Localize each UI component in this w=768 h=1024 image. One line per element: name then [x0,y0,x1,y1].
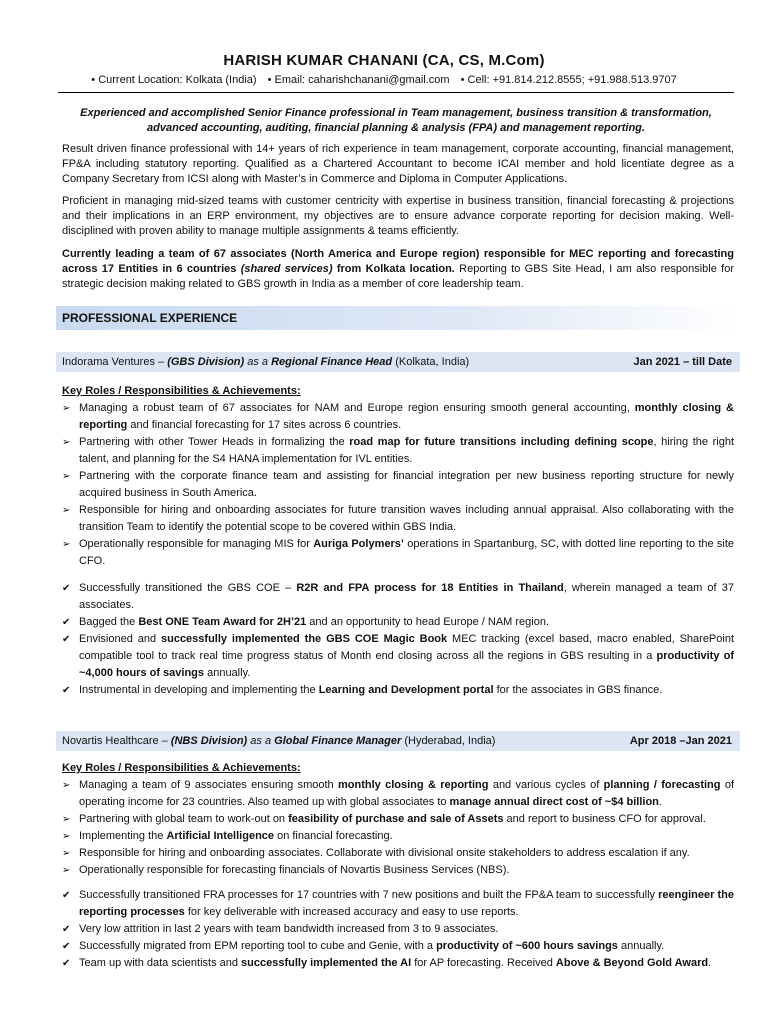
list-item: ➢ Operationally responsible for forecasting financials of Novartis Business Services (NBS). [62,862,734,879]
list-item: ✔ Envisioned and successfully implemented the GBS COE Magic Book MEC tracking (excel based, macro enabled, SharePoint compatible tool to track real time progress status of Month end closing across all the regions in GBS resulting in a productivity of ~4,000 hours of savings annually. [62,633,735,679]
check-bullet-icon: ✔ [62,941,71,952]
job2-achievements [62,887,734,972]
job1-achievements [62,580,734,699]
arrow-bullet-icon: ➢ [62,403,71,414]
summary-paragraph-3 [62,247,734,292]
arrow-bullet-icon: ➢ [62,865,71,876]
list-item: ➢ Responsible for hiring and onboarding associates. Collaborate with divisional onsite stakeholders to address escalation if any. [62,845,734,862]
cell: • Cell: +91.814.212.8555; +91.988.513.9707 [460,74,677,86]
list-item: ✔ Successfully transitioned FRA processes for 17 countries with 7 new positions and built the FP&A team to successfully reengineer the reporting processes for key deliverable with increased accuracy and easy to use reports. [62,889,734,918]
arrow-bullet-icon: ➢ [62,780,71,791]
candidate-name: HARISH KUMAR CHANANI (CA, CS, M.Com) [223,52,545,69]
arrow-bullet-icon: ➢ [62,848,71,859]
division: (GBS Division) [167,356,245,368]
check-bullet-icon: ✔ [62,685,71,696]
contact-line [0,74,768,86]
summary-paragraph-1: Result driven finance professional with 14+ years of rich experience in team management, corporate accounting, financial management, FP&A including statutory reporting. Qualified as a Chartered Accountant to become ICAI member and hold licentiate degree as a Company Secretary from ICSI along with Master’s in Commerce and Diploma in Computer Applications. [62,143,734,185]
list-item: ✔ Bagged the Best ONE Team Award for 2H’21 and an opportunity to head Europe / NAM region. [62,614,734,631]
arrow-bullet-icon: ➢ [62,814,71,825]
check-bullet-icon: ✔ [62,958,71,969]
job-dates: Jan 2021 – till Date [633,356,732,368]
check-bullet-icon: ✔ [62,924,71,935]
check-bullet-icon: ✔ [62,617,71,628]
list-item: ➢ Partnering with the corporate finance team and assisting for financial integration per new business reporting structure for newly acquired business in South America. [62,470,734,499]
list-item: ➢ Implementing the Artificial Intelligence on financial forecasting. [62,828,734,845]
arrow-bullet-icon: ➢ [62,831,71,842]
section-title: PROFESSIONAL EXPERIENCE [62,311,238,325]
summary-paragraph-2: Proficient in managing mid-sized teams with customer centricity with expertise in business transition, financial forecasting & projections and their implications in an ERP environment, my objectives are to ensure advance corporate reporting for decision making. Well-disciplined with proven ability to manage multiple assignments & teams efficiently. [62,195,734,237]
list-item: ➢ Operationally responsible for managing MIS for Auriga Polymers’ operations in Spartanburg, SC, with dotted line reporting to the site CFO. [62,538,735,567]
tagline: Experienced and accomplished Senior Finance professional in Team management, business transition & transformation, advanced accounting, auditing, financial planning & analysis (FPA) and management reporting. [80,107,712,134]
arrow-bullet-icon: ➢ [62,539,71,550]
key-roles-label-2: Key Roles / Responsibilities & Achievements: [62,762,301,774]
job-location: (Kolkata, India) [392,356,470,368]
check-bullet-icon: ✔ [62,583,71,594]
list-item: ✔ Very low attrition in last 2 years with team bandwidth increased from 3 to 9 associates. [62,921,734,938]
email: • Email: caharishchanani@gmail.com [267,74,450,86]
job-header-2: Novartis Healthcare – (NBS Division) as a Global Finance Manager (Hyderabad, India) Apr 2018 –Jan 2021 [56,731,740,751]
check-bullet-icon: ✔ [62,634,71,645]
list-item: ➢ Managing a robust team of 67 associates for NAM and Europe region ensuring smooth general accounting, monthly closing & reporting and financial forecasting for 17 sites across 6 countries. [62,402,734,431]
list-item: ✔ Successfully transitioned the GBS COE – R2R and FPA process for 18 Entities in Thailand, wherein managed a team of 37 associates. [62,582,734,611]
job2-responsibilities [62,777,734,879]
division: (NBS Division) [170,735,248,747]
check-bullet-icon: ✔ [62,890,71,901]
location: • Current Location: Kolkata (India) [91,74,257,86]
section-header [56,306,740,330]
list-item: ✔ Successfully migrated from EPM reporting tool to cube and Genie, with a productivity of ~600 hours savings annually. [62,938,734,955]
role-title: Regional Finance Head [271,356,393,368]
list-item: ➢ Responsible for hiring and onboarding associates for future transition waves including annual appraisal. Also collaborating with the transition Team to identify the potential scope to be covered within GBS India. [62,504,734,533]
job-dates: Apr 2018 –Jan 2021 [629,735,732,747]
p3-bold-2: from Kolkata location. [332,263,455,275]
list-item: ➢ Partnering with other Tower Heads in formalizing the road map for future transitions including defining scope, hiring the right talent, and planning for the S4 HANA implementation for IVL entities. [62,436,735,465]
job1-responsibilities [62,400,734,570]
list-item: ➢ Managing a team of 9 associates ensuring smooth monthly closing & reporting and various cycles of planning / forecasting of operating income for 23 countries. Also teamed up with global associates to manage annual direct cost of ~$4 billion. [62,779,734,808]
p3-bold-italic: (shared services) [240,263,333,275]
p3-rest: Reporting to GBS Site Head, I am also responsible for strategic decision making related to GBS growth in India as a member of core leadership team. [62,263,735,290]
list-item: ➢ Partnering with global team to work-out on feasibility of purchase and sale of Assets and report to business CFO for approval. [62,811,734,828]
arrow-bullet-icon: ➢ [62,505,71,516]
role-title: Global Finance Manager [274,735,402,747]
p3-bold-1: Currently leading a team of 67 associates (North America and Europe region) responsible for MEC reporting and forecasting across 17 Entities in 6 countries [62,248,734,275]
job-header-1: Indorama Ventures – (GBS Division) as a Regional Finance Head (Kolkata, India) Jan 2021 – till Date [56,352,740,372]
arrow-bullet-icon: ➢ [62,471,71,482]
arrow-bullet-icon: ➢ [62,437,71,448]
list-item: ✔ Instrumental in developing and implementing the Learning and Development portal for the associates in GBS finance. [62,682,734,699]
job-location: (Hyderabad, India) [401,735,496,747]
header-divider [58,92,734,93]
list-item: ✔ Team up with data scientists and successfully implemented the AI for AP forecasting. Received Above & Beyond Gold Award. [62,955,734,972]
company-name: Indorama Ventures [62,356,155,368]
company-name: Novartis Healthcare [62,735,159,747]
key-roles-label-1: Key Roles / Responsibilities & Achievements: [62,385,301,397]
